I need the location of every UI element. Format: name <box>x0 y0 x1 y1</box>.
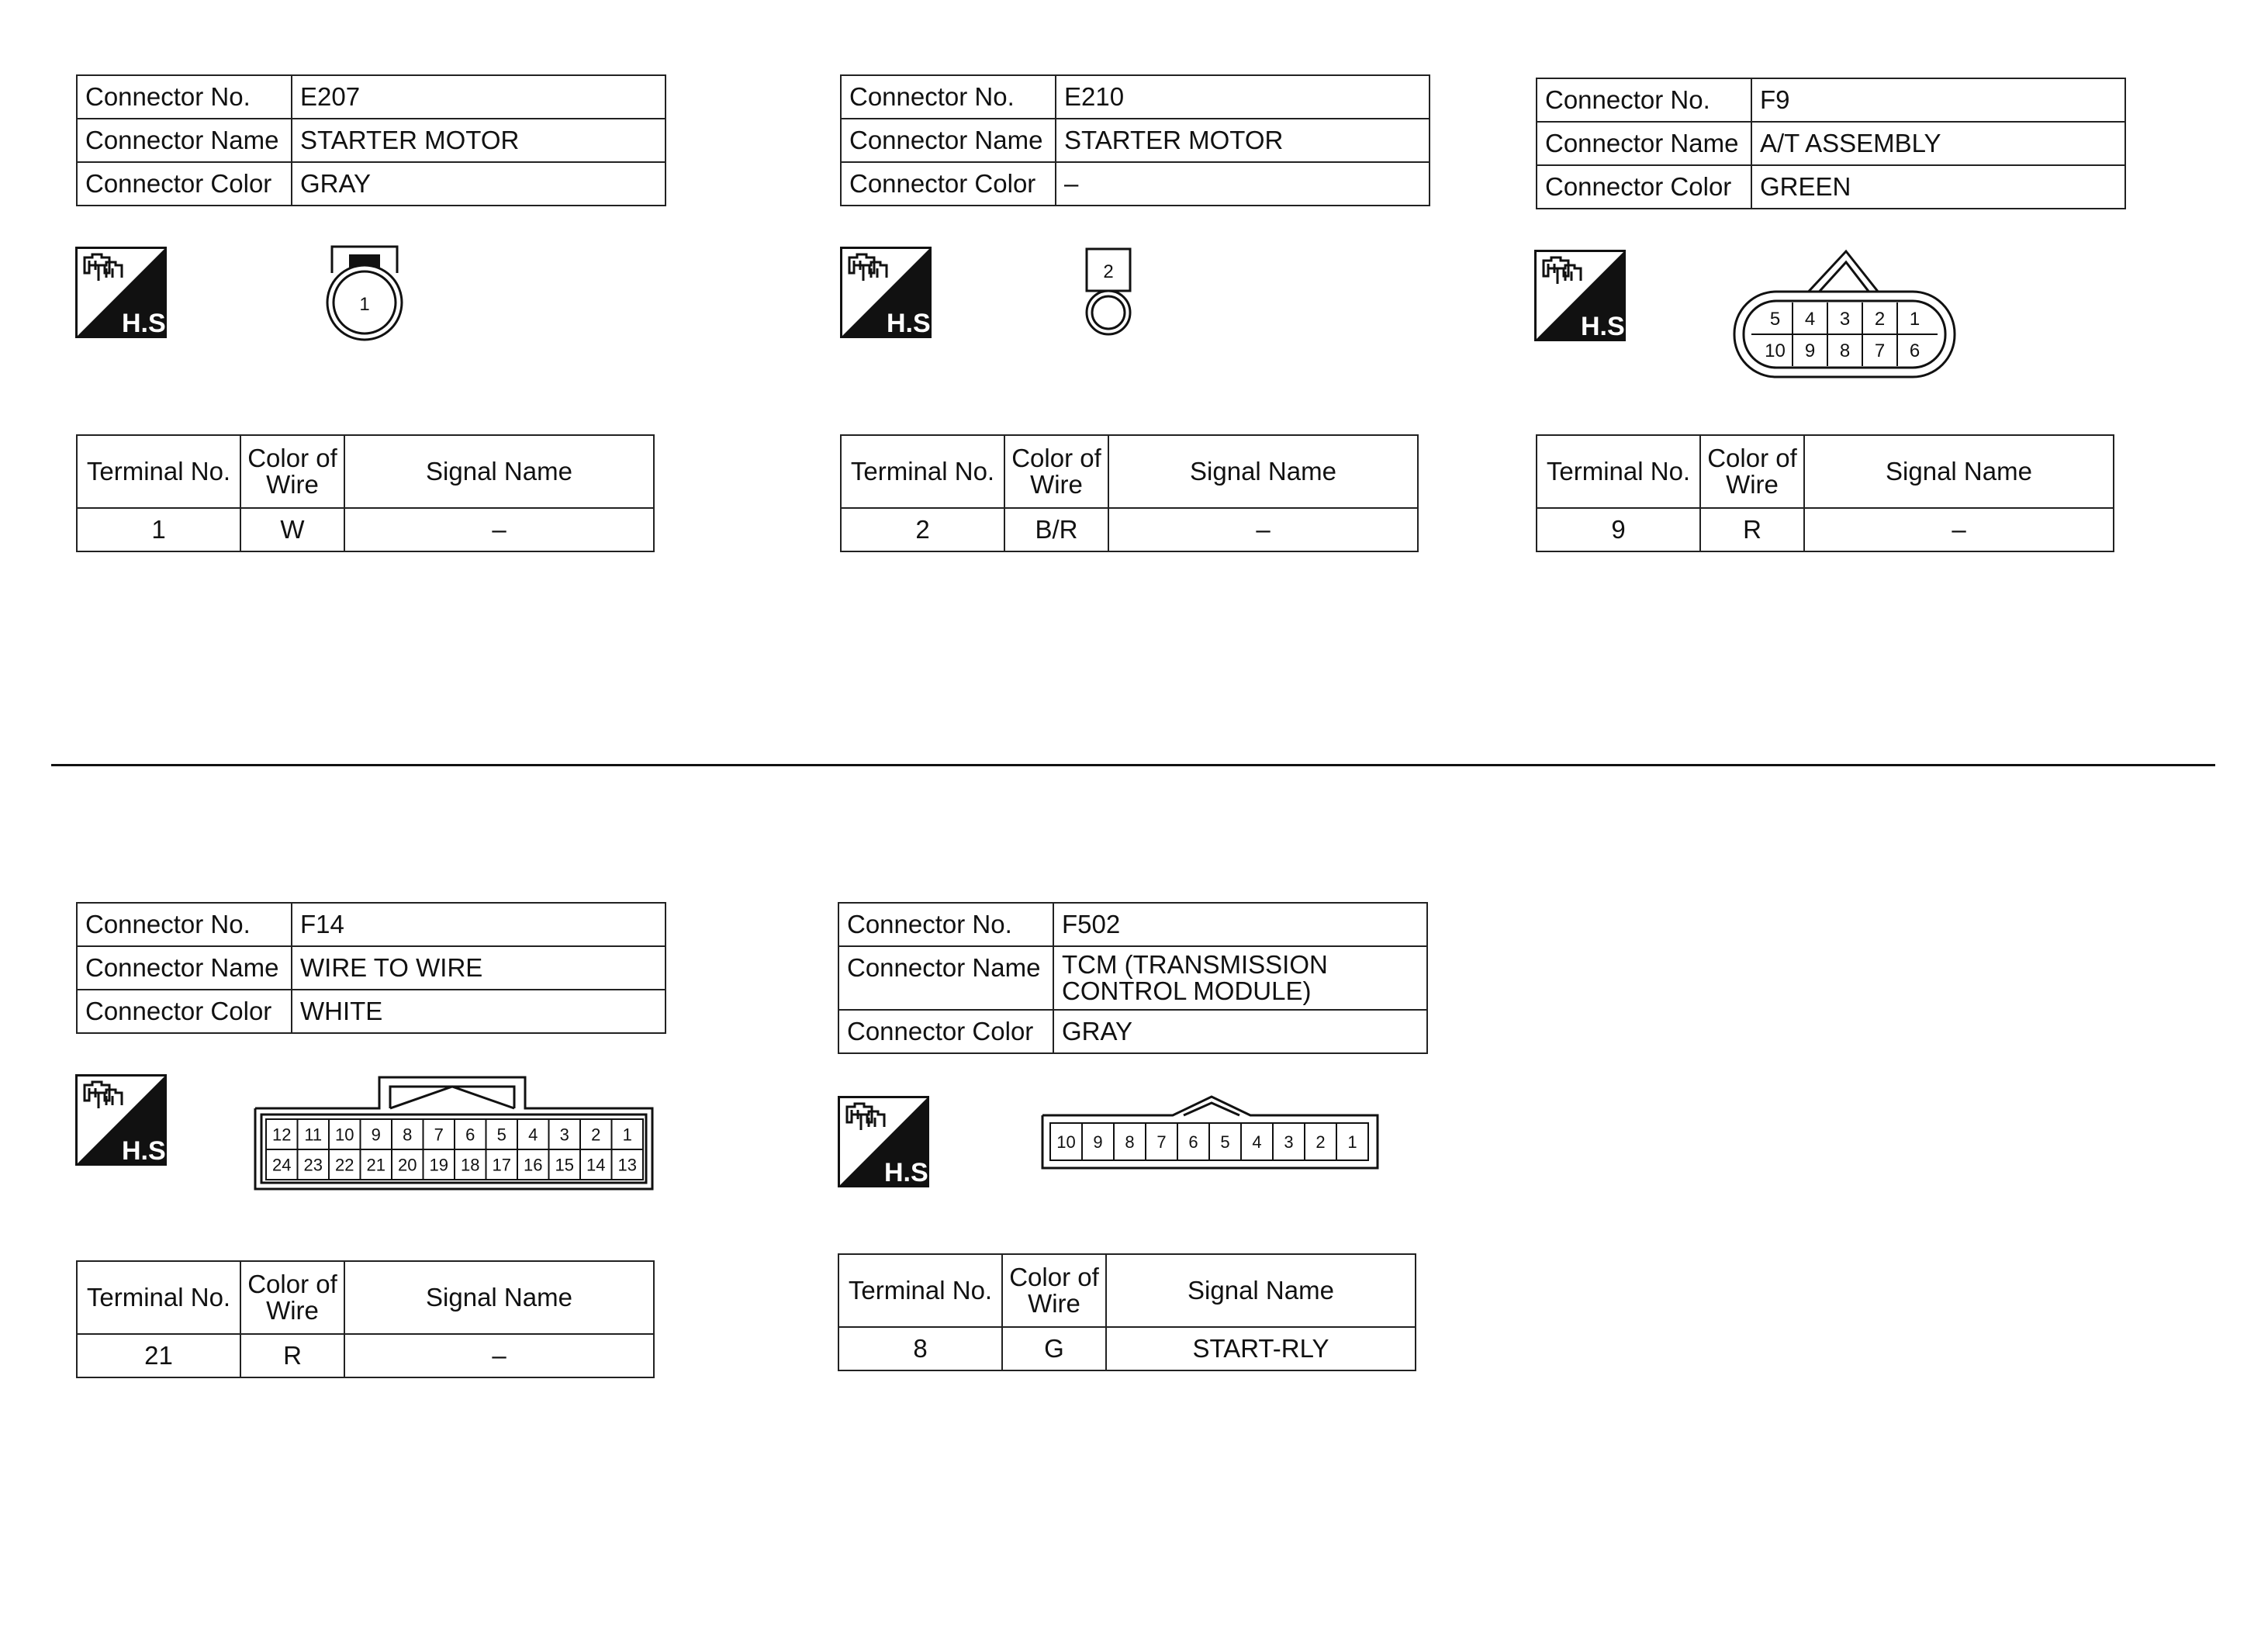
terminal-no: 21 <box>77 1334 240 1377</box>
connector-no-value: F9 <box>1751 78 2125 122</box>
pin-label: 3 <box>1839 309 1851 330</box>
wire-color: R <box>1700 508 1804 551</box>
signal-name: START-RLY <box>1106 1327 1416 1370</box>
connector-color-label: Connector Color <box>841 162 1056 206</box>
hs-icon <box>1534 250 1633 341</box>
terminal-table <box>840 434 1419 552</box>
pin-label: 13 <box>617 1155 637 1175</box>
hs-icon-label: H.S. <box>884 1158 936 1187</box>
connector-no-label: Connector No. <box>1537 78 1751 122</box>
wire-color: B/R <box>1004 508 1108 551</box>
pin-label: 15 <box>555 1155 574 1175</box>
connector-name-label: Connector Name <box>77 946 292 990</box>
terminal-no: 9 <box>1537 508 1700 551</box>
pin-label: 8 <box>1839 340 1851 362</box>
pin-label: 1 <box>1347 1132 1357 1152</box>
terminal-table <box>838 1253 1416 1371</box>
terminal-header: Terminal No. <box>77 435 240 508</box>
pin-label: 14 <box>586 1155 606 1175</box>
connector-no-label: Connector No. <box>841 75 1056 119</box>
wire-color-header: Color of Wire <box>1700 435 1804 508</box>
pin-label: 3 <box>559 1125 569 1145</box>
pin-label: 7 <box>1874 340 1886 362</box>
pin-label: 3 <box>1284 1132 1294 1152</box>
connector-info-table <box>76 902 666 1034</box>
pin-label: 10 <box>1765 340 1786 362</box>
connector-no-value: E207 <box>292 75 666 119</box>
connector-no-label: Connector No. <box>77 903 292 946</box>
connector-color-value: WHITE <box>292 990 666 1033</box>
connector-info-table <box>838 902 1428 1054</box>
wire-color-header: Color of Wire <box>1002 1254 1106 1327</box>
pin-label: 2 <box>1874 309 1886 330</box>
pin-label: 4 <box>1252 1132 1262 1152</box>
hs-icon <box>75 247 174 338</box>
pin-label: 17 <box>492 1155 511 1175</box>
table-row <box>1537 508 2114 551</box>
pin-label: 1 <box>622 1125 632 1145</box>
hs-icon <box>840 247 939 338</box>
signal-name-header: Signal Name <box>1804 435 2114 508</box>
terminal-no: 8 <box>838 1327 1002 1370</box>
pin-label: 21 <box>366 1155 385 1175</box>
connector-no-label: Connector No. <box>77 75 292 119</box>
connector-no-label: Connector No. <box>838 903 1053 946</box>
section-divider <box>51 764 2215 766</box>
connector-name-value: STARTER MOTOR <box>1056 119 1430 162</box>
pin-label: 1 <box>359 294 370 315</box>
pin-label: 1 <box>1909 309 1920 330</box>
terminal-table <box>1536 434 2114 552</box>
signal-name: – <box>344 1334 654 1377</box>
wire-color-header: Color of Wire <box>240 1261 344 1334</box>
table-row <box>77 508 654 551</box>
connector-name-label: Connector Name <box>838 946 1053 1010</box>
terminal-header: Terminal No. <box>838 1254 1002 1327</box>
wire-color-header: Color of Wire <box>1004 435 1108 508</box>
connector-info-table <box>76 74 666 206</box>
connector-color-value: GRAY <box>1053 1010 1427 1053</box>
connector-color-label: Connector Color <box>77 162 292 206</box>
pin-label: 6 <box>1188 1132 1198 1152</box>
signal-name-header: Signal Name <box>1108 435 1418 508</box>
connector-color-label: Connector Color <box>838 1010 1053 1053</box>
wire-color: R <box>240 1334 344 1377</box>
connector-name-value: STARTER MOTOR <box>292 119 666 162</box>
wire-color: W <box>240 508 344 551</box>
connector-name-label: Connector Name <box>841 119 1056 162</box>
pin-label: 9 <box>371 1125 381 1145</box>
pin-label: 18 <box>461 1155 480 1175</box>
connector-color-label: Connector Color <box>1537 165 1751 209</box>
table-row <box>77 1334 654 1377</box>
pin-label: 22 <box>335 1155 354 1175</box>
signal-name-header: Signal Name <box>344 1261 654 1334</box>
connector-color-value: GRAY <box>292 162 666 206</box>
connector-no-value: E210 <box>1056 75 1430 119</box>
pin-label: 19 <box>429 1155 448 1175</box>
pin-label: 5 <box>1769 309 1781 330</box>
pin-label: 2 <box>591 1125 601 1145</box>
connector-face-e210 <box>1082 244 1136 337</box>
terminal-no: 1 <box>77 508 240 551</box>
connector-color-label: Connector Color <box>77 990 292 1033</box>
pin-label: 23 <box>303 1155 323 1175</box>
connector-name-label: Connector Name <box>77 119 292 162</box>
hs-icon-label: H.S. <box>887 309 939 338</box>
hs-icon-label: H.S. <box>122 309 174 338</box>
signal-name-header: Signal Name <box>1106 1254 1416 1327</box>
connector-face-f14 <box>252 1073 655 1193</box>
pin-label: 20 <box>398 1155 417 1175</box>
connector-name-label: Connector Name <box>1537 122 1751 165</box>
connector-face-f9 <box>1730 247 1962 382</box>
terminal-table <box>76 434 655 552</box>
connector-face-f502 <box>1039 1094 1381 1171</box>
terminal-header: Terminal No. <box>841 435 1004 508</box>
wire-color: G <box>1002 1327 1106 1370</box>
pin-label: 6 <box>465 1125 475 1145</box>
table-row <box>841 508 1418 551</box>
table-row <box>838 1327 1416 1370</box>
signal-name: – <box>1804 508 2114 551</box>
connector-name-value: A/T ASSEMBLY <box>1751 122 2125 165</box>
pin-label: 9 <box>1093 1132 1103 1152</box>
hs-icon-label: H.S. <box>122 1136 174 1166</box>
hs-icon-label: H.S. <box>1581 312 1633 341</box>
connector-face-e207 <box>326 240 419 349</box>
connector-name-value: WIRE TO WIRE <box>292 946 666 990</box>
pin-label: 2 <box>1315 1132 1326 1152</box>
connector-info-table <box>840 74 1430 206</box>
pin-label: 6 <box>1909 340 1920 362</box>
wire-color-header: Color of Wire <box>240 435 344 508</box>
signal-name: – <box>1108 508 1418 551</box>
terminal-table <box>76 1260 655 1378</box>
pin-label: 10 <box>1056 1132 1076 1152</box>
connector-color-value: GREEN <box>1751 165 2125 209</box>
terminal-no: 2 <box>841 508 1004 551</box>
pin-label: 16 <box>524 1155 543 1175</box>
pin-label: 11 <box>304 1125 323 1145</box>
pin-label: 4 <box>1804 309 1816 330</box>
pin-label: 24 <box>272 1155 292 1175</box>
terminal-header: Terminal No. <box>1537 435 1700 508</box>
connector-no-value: F14 <box>292 903 666 946</box>
pin-label: 9 <box>1804 340 1816 362</box>
pin-label: 7 <box>1156 1132 1167 1152</box>
hs-icon <box>75 1074 174 1166</box>
pin-label: 12 <box>272 1125 292 1145</box>
pin-label: 8 <box>403 1125 413 1145</box>
connector-no-value: F502 <box>1053 903 1427 946</box>
pin-label: 5 <box>1220 1132 1230 1152</box>
signal-name-header: Signal Name <box>344 435 654 508</box>
pin-label: 4 <box>528 1125 538 1145</box>
pin-label: 7 <box>434 1125 444 1145</box>
connector-info-table <box>1536 78 2126 209</box>
terminal-header: Terminal No. <box>77 1261 240 1334</box>
signal-name: – <box>344 508 654 551</box>
connector-color-value: – <box>1056 162 1430 206</box>
connector-name-value: TCM (TRANSMISSION CONTROL MODULE) <box>1053 946 1427 1010</box>
pin-label: 5 <box>496 1125 506 1145</box>
hs-icon <box>838 1096 936 1187</box>
pin-label: 2 <box>1103 261 1114 282</box>
pin-label: 8 <box>1125 1132 1135 1152</box>
pin-label: 10 <box>335 1125 354 1145</box>
